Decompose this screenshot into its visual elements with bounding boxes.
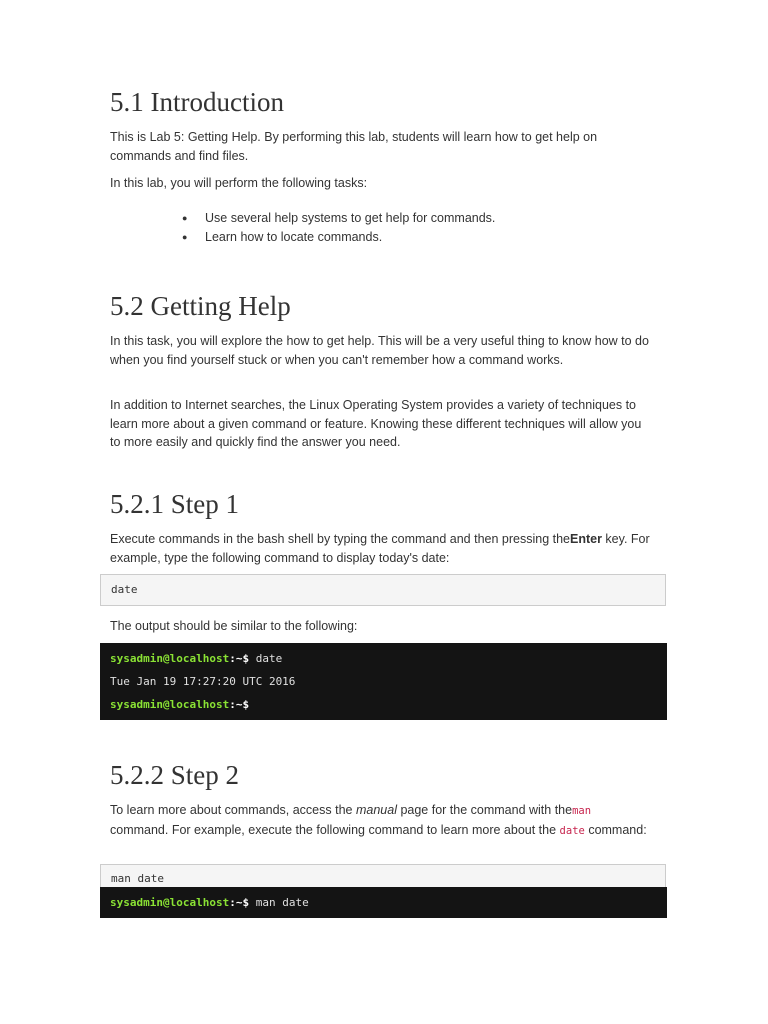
step1-paragraph-2: The output should be similar to the following: bbox=[110, 619, 358, 633]
intro-paragraph-1: This is Lab 5: Getting Help. By performing this lab, students will learn how to get help on commands and find files. bbox=[110, 130, 598, 163]
step2-text-a: To learn more about commands, access the bbox=[110, 803, 356, 817]
command-code-block[interactable] bbox=[100, 574, 666, 606]
terminal-line bbox=[110, 891, 667, 914]
code-text: date bbox=[111, 583, 138, 596]
prompt-user: sysadmin@localhost bbox=[110, 698, 230, 711]
enter-key-label: Enter bbox=[570, 532, 602, 546]
prompt-symbol: :~$ bbox=[229, 698, 250, 711]
prompt-symbol: :~$ bbox=[229, 652, 250, 665]
getting-help-paragraph-1: In this task, you will explore the how to get help. This will be a very useful thing to know how to do when you find yourself stuck or when you can't remember how a command works. bbox=[110, 334, 649, 367]
terminal-line bbox=[110, 670, 667, 693]
step1-paragraph-1 bbox=[110, 530, 650, 567]
list-item: ● Use several help systems to get help for commands. bbox=[182, 209, 495, 228]
task-list bbox=[182, 209, 495, 246]
terminal-output-block bbox=[100, 643, 667, 720]
list-item: ● Learn how to locate commands. bbox=[182, 228, 495, 247]
inline-code-date: date bbox=[559, 824, 585, 837]
inline-code-man: man bbox=[572, 805, 592, 817]
manual-emphasis: manual bbox=[355, 803, 397, 817]
getting-help-paragraph-2: In addition to Internet searches, the Linux Operating System provides a variety of techniques to learn more about a given command or feature. Knowing these different techniques will allow you to more easily and quickly find the answer you need. bbox=[110, 398, 642, 449]
intro-paragraph-2: In this lab, you will perform the following tasks: bbox=[110, 176, 368, 190]
section-heading-introduction: 5.1 Introduction bbox=[110, 87, 284, 117]
terminal-output: Tue Jan 19 17:27:20 UTC 2016 bbox=[110, 675, 296, 688]
command-code-block[interactable] bbox=[100, 864, 666, 888]
terminal-command: date bbox=[249, 652, 283, 665]
prompt-symbol: :~$ bbox=[229, 896, 250, 909]
step1-text-b: key. For example, type the following command to display today's date: bbox=[110, 532, 650, 565]
step2-text-c: command. For example, execute the following command to learn more about the bbox=[110, 822, 560, 837]
step2-text-b: page for the command with the bbox=[396, 803, 573, 817]
terminal-output-block bbox=[100, 887, 667, 918]
step1-text-a: Execute commands in the bash shell by typing the command and then pressing the bbox=[110, 532, 570, 546]
prompt-user: sysadmin@localhost bbox=[110, 652, 230, 665]
terminal-line bbox=[110, 647, 667, 670]
prompt-user: sysadmin@localhost bbox=[110, 896, 230, 909]
section-heading-step-1: 5.2.1 Step 1 bbox=[110, 489, 240, 519]
section-heading-step-2: 5.2.2 Step 2 bbox=[110, 760, 240, 790]
code-text: man date bbox=[111, 872, 164, 885]
terminal-command: man date bbox=[249, 896, 309, 909]
terminal-line bbox=[110, 693, 667, 716]
step2-text-d: command: bbox=[584, 822, 647, 837]
section-heading-getting-help: 5.2 Getting Help bbox=[110, 291, 291, 321]
step2-paragraph-1 bbox=[110, 801, 650, 840]
